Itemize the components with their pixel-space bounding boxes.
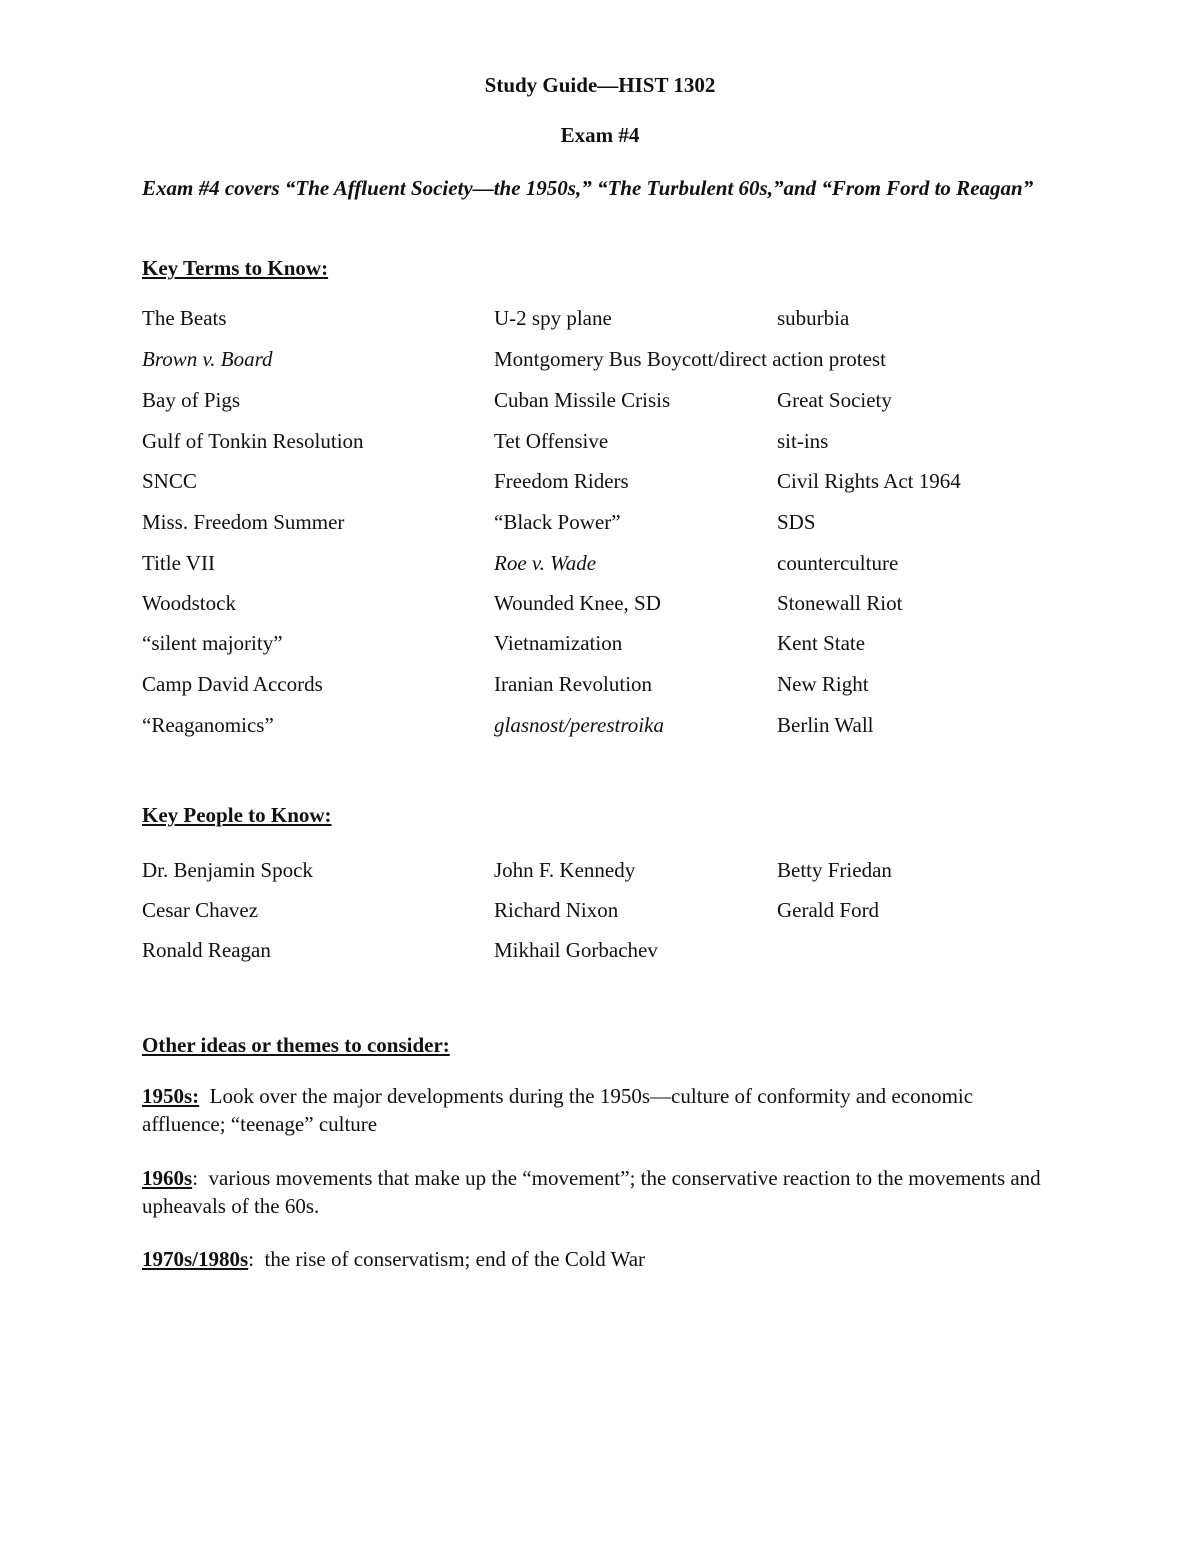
key-term: Gulf of Tonkin Resolution <box>142 429 364 453</box>
key-person: Betty Friedan <box>777 858 892 882</box>
key-terms-heading: Key Terms to Know: <box>142 256 329 280</box>
key-term: glasnost/perestroika <box>494 713 664 737</box>
theme-separator: : <box>248 1247 265 1271</box>
key-term: Woodstock <box>142 591 236 615</box>
key-term: suburbia <box>777 306 850 330</box>
key-person: Cesar Chavez <box>142 898 259 922</box>
key-term: Berlin Wall <box>777 713 874 737</box>
theme-label: 1970s/1980s <box>142 1247 249 1271</box>
exam-number: Exam #4 <box>560 123 640 147</box>
key-person: Dr. Benjamin Spock <box>142 858 313 882</box>
theme-separator <box>199 1084 210 1108</box>
key-person: Mikhail Gorbachev <box>494 938 658 962</box>
theme-label: 1950s: <box>142 1084 200 1108</box>
key-terms-row <box>0 510 1200 540</box>
key-term: Iranian Revolution <box>494 672 653 696</box>
key-term: SDS <box>777 510 816 534</box>
key-term: Stonewall Riot <box>777 591 903 615</box>
key-terms-row <box>0 306 1200 336</box>
key-term: “Black Power” <box>494 510 621 534</box>
key-people-heading: Key People to Know: <box>142 803 332 827</box>
key-person: Gerald Ford <box>777 898 880 922</box>
key-terms-row <box>0 347 1200 377</box>
key-terms-row <box>0 388 1200 418</box>
key-terms-row <box>0 551 1200 581</box>
key-term: Vietnamization <box>494 631 623 655</box>
key-term: Civil Rights Act 1964 <box>777 469 961 493</box>
key-term: Bay of Pigs <box>142 388 241 412</box>
theme-1970s-1980s <box>142 1245 1042 1273</box>
key-terms-row <box>0 672 1200 702</box>
key-term: SNCC <box>142 469 197 493</box>
key-person: Richard Nixon <box>494 898 619 922</box>
key-people-row <box>0 858 1200 888</box>
key-term: sit-ins <box>777 429 829 453</box>
key-term: “Reaganomics” <box>142 713 274 737</box>
key-term: Cuban Missile Crisis <box>494 388 671 412</box>
theme-1960s <box>142 1164 1042 1220</box>
key-person: John F. Kennedy <box>494 858 636 882</box>
key-term: Brown v. Board <box>142 347 273 371</box>
exam-coverage: Exam #4 covers “The Affluent Society—the 1950s,” “The Turbulent 60s,”and “From Ford to Reagan” <box>142 176 1034 200</box>
key-term: Wounded Knee, SD <box>494 591 661 615</box>
theme-text: Look over the major developments during the 1950s—culture of conformity and economic affluence; “teenage” culture <box>142 1084 974 1136</box>
key-people-row <box>0 898 1200 928</box>
key-term: Great Society <box>777 388 892 412</box>
key-term: New Right <box>777 672 869 696</box>
key-terms-row <box>0 713 1200 743</box>
key-term: Miss. Freedom Summer <box>142 510 345 534</box>
key-term: Camp David Accords <box>142 672 323 696</box>
key-terms-row <box>0 469 1200 499</box>
key-term: counterculture <box>777 551 899 575</box>
key-term: Freedom Riders <box>494 469 629 493</box>
theme-1950s <box>142 1082 1042 1138</box>
themes-heading: Other ideas or themes to consider: <box>142 1033 450 1057</box>
key-term: “silent majority” <box>142 631 283 655</box>
theme-text: the rise of conservatism; end of the Cold War <box>264 1247 646 1271</box>
key-term: U-2 spy plane <box>494 306 612 330</box>
key-terms-row <box>0 631 1200 661</box>
key-terms-row <box>0 429 1200 459</box>
key-term: Montgomery Bus Boycott/direct action protest <box>494 347 886 371</box>
document-title: Study Guide—HIST 1302 <box>484 73 716 97</box>
theme-label: 1960s <box>142 1166 193 1190</box>
key-term: The Beats <box>142 306 227 330</box>
theme-separator: : <box>192 1166 209 1190</box>
key-person: Ronald Reagan <box>142 938 271 962</box>
key-term: Title VII <box>142 551 215 575</box>
key-terms-row <box>0 591 1200 621</box>
key-term: Tet Offensive <box>494 429 609 453</box>
theme-text: various movements that make up the “movement”; the conservative reaction to the movements and upheavals of the 60s. <box>142 1166 1041 1218</box>
key-term: Kent State <box>777 631 866 655</box>
key-people-row <box>0 938 1200 968</box>
key-term: Roe v. Wade <box>494 551 597 575</box>
